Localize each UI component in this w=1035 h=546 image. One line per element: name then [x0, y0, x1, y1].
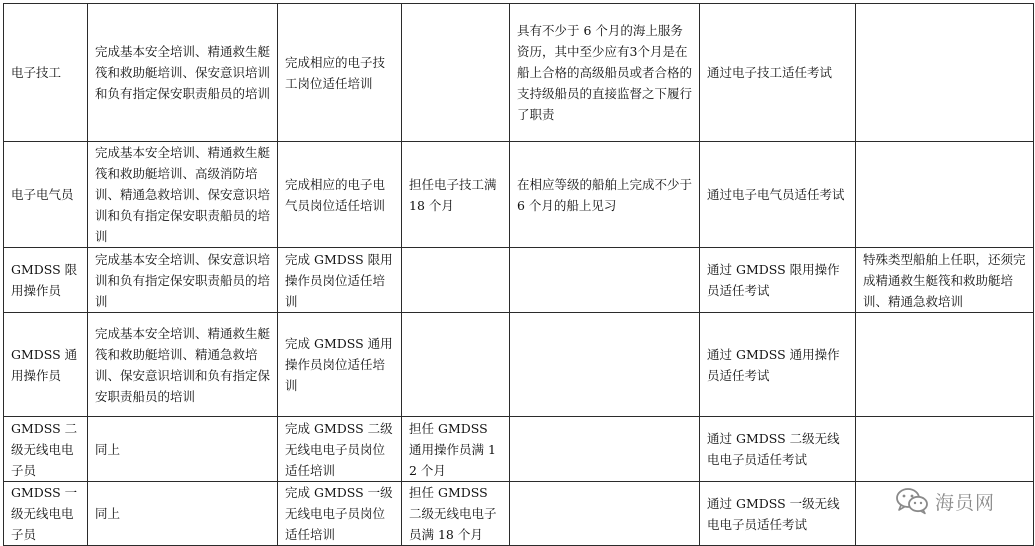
table-row	[4, 482, 1034, 546]
position-cell: GMDSS 限用操作员	[4, 248, 88, 313]
position-cell: GMDSS 一级无线电电子员	[4, 482, 88, 546]
table-row	[4, 313, 1034, 417]
training-cell: 完成基本安全培训、精通救生艇筏和救助艇培训、高级消防培训、精通急救培训、保安意识培训和负有指定保安职责船员的培训	[88, 142, 278, 248]
position-cell: 电子电气员	[4, 142, 88, 248]
sea-service-cell: 具有不少于 6 个月的海上服务资历，其中至少应有3个月是在船上合格的高级船员或者合格的支持级船员的直接监督之下履行了职责	[510, 4, 700, 142]
table-row	[4, 248, 1034, 313]
wechat-icon	[895, 487, 929, 515]
notes-cell	[856, 4, 1034, 142]
competency-training-cell: 完成 GMDSS 一级无线电电子员岗位适任培训	[278, 482, 402, 546]
exam-cell: 通过 GMDSS 二级无线电电子员适任考试	[700, 417, 856, 482]
sea-service-cell	[510, 248, 700, 313]
competency-training-cell: 完成 GMDSS 二级无线电电子员岗位适任培训	[278, 417, 402, 482]
exam-cell: 通过 GMDSS 通用操作员适任考试	[700, 313, 856, 417]
exam-cell: 通过 GMDSS 一级无线电电子员适任考试	[700, 482, 856, 546]
position-cell: 电子技工	[4, 4, 88, 142]
service-qualification-cell: 担任电子技工满 18 个月	[402, 142, 510, 248]
competency-training-cell: 完成 GMDSS 通用操作员岗位适任培训	[278, 313, 402, 417]
sea-service-cell	[510, 482, 700, 546]
watermark-text: 海员网	[934, 491, 995, 514]
service-qualification-cell: 担任 GMDSS 通用操作员满 12 个月	[402, 417, 510, 482]
notes-cell	[856, 313, 1034, 417]
table-row	[4, 417, 1034, 482]
notes-cell	[856, 142, 1034, 248]
position-cell: GMDSS 通用操作员	[4, 313, 88, 417]
sea-service-cell	[510, 313, 700, 417]
service-qualification-cell	[402, 313, 510, 417]
notes-cell	[856, 417, 1034, 482]
training-cell: 同上	[88, 417, 278, 482]
training-cell: 完成基本安全培训、保安意识培训和负有指定保安职责船员的培训	[88, 248, 278, 313]
competency-training-cell: 完成相应的电子技工岗位适任培训	[278, 4, 402, 142]
certificate-requirements-table	[3, 3, 1034, 546]
exam-cell: 通过 GMDSS 限用操作员适任考试	[700, 248, 856, 313]
training-cell: 同上	[88, 482, 278, 546]
competency-training-cell: 完成相应的电子电气员岗位适任培训	[278, 142, 402, 248]
service-qualification-cell	[402, 248, 510, 313]
position-cell: GMDSS 二级无线电电子员	[4, 417, 88, 482]
exam-cell: 通过电子电气员适任考试	[700, 142, 856, 248]
sea-service-cell	[510, 417, 700, 482]
exam-cell: 通过电子技工适任考试	[700, 4, 856, 142]
watermark	[895, 487, 995, 515]
competency-training-cell: 完成 GMDSS 限用操作员岗位适任培训	[278, 248, 402, 313]
training-cell: 完成基本安全培训、精通救生艇筏和救助艇培训、精通急救培训、保安意识培训和负有指定保安职责船员的培训	[88, 313, 278, 417]
table-row	[4, 4, 1034, 142]
notes-cell: 特殊类型船舶上任职，还须完成精通救生艇筏和救助艇培训、精通急救培训	[856, 248, 1034, 313]
sea-service-cell: 在相应等级的船舶上完成不少于 6 个月的船上见习	[510, 142, 700, 248]
service-qualification-cell: 担任 GMDSS 二级无线电电子员满 18 个月	[402, 482, 510, 546]
table-row	[4, 142, 1034, 248]
service-qualification-cell	[402, 4, 510, 142]
training-cell: 完成基本安全培训、精通救生艇筏和救助艇培训、保安意识培训和负有指定保安职责船员的培训	[88, 4, 278, 142]
